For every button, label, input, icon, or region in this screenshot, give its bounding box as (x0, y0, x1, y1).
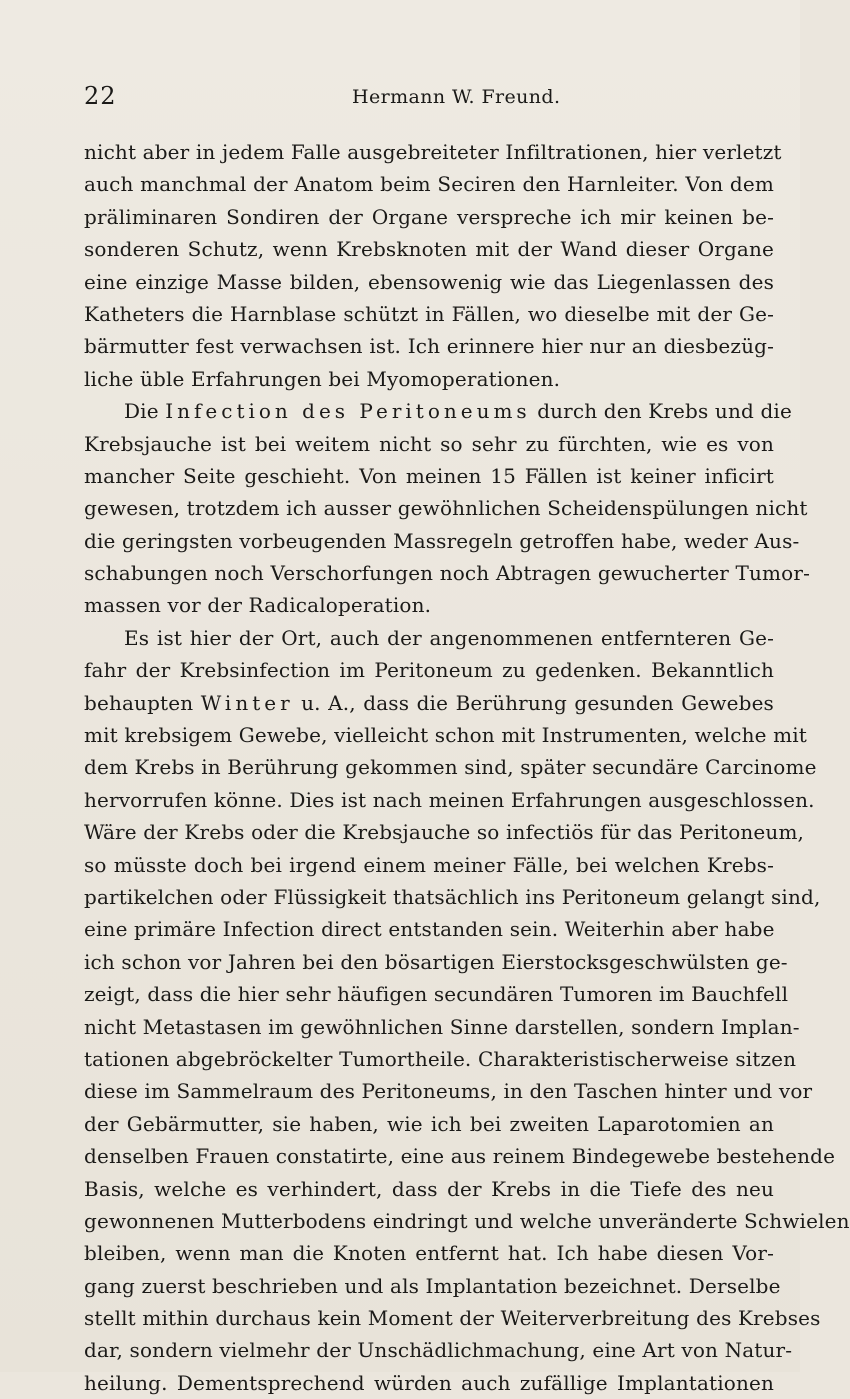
page-number: 22 (84, 82, 117, 110)
text-line: dar, sondern vielmehr der Unschädlichmachung, eine Art von Natur- (84, 1338, 793, 1363)
text-line: partikelchen oder Flüssigkeit thatsächlich ins Peritoneum gelangt sind, (84, 884, 821, 909)
text-line: mit krebsigem Gewebe, vielleicht schon mit Instrumenten, welche mit (84, 723, 807, 748)
emphasized-text: Winter (200, 690, 294, 715)
text-line: denselben Frauen constatirte, eine aus reinem Bindegewebe bestehende (84, 1144, 836, 1169)
text-line: Krebsjauche ist bei weitem nicht so sehr zu fürchten, wie es von (84, 431, 774, 456)
running-head (84, 82, 736, 116)
body-text (84, 136, 850, 1399)
text-line: heilung. Dementsprechend würden auch zufällige Implantationen (84, 1370, 774, 1395)
text-line: eine primäre Infection direct entstanden sein. Weiterhin aber habe (84, 917, 775, 942)
text-line: Es ist hier der Ort, auch der angenommenen entfernteren Ge- (124, 625, 774, 650)
text-line: gang zuerst beschrieben und als Implantation bezeichnet. Derselbe (84, 1273, 781, 1298)
text-line: nicht aber in jedem Falle ausgebreiteter Infiltrationen, hier verletzt (84, 140, 782, 164)
text-line: mancher Seite geschieht. Von meinen 15 Fällen ist keiner inficirt (84, 463, 774, 488)
text-line: Basis, welche es verhindert, dass der Krebs in die Tiefe des neu (84, 1176, 774, 1201)
text-line: schabungen noch Verschorfungen noch Abtragen gewucherter Tumor- (84, 561, 810, 586)
text-line: bärmutter fest verwachsen ist. Ich erinnere hier nur an diesbezüg- (84, 334, 774, 359)
text-line: stellt mithin durchaus kein Moment der Weiterverbreitung des Krebses (84, 1306, 821, 1331)
text-line: hervorrufen könne. Dies ist nach meinen Erfahrungen ausgeschlossen. (84, 787, 815, 812)
text-line: die geringsten vorbeugenden Massregeln getroffen habe, weder Aus- (84, 528, 800, 553)
text-line: zeigt, dass die hier sehr häufigen secundären Tumoren im Bauchfell (84, 982, 789, 1007)
emphasized-text: Infection des Peritoneums (165, 399, 531, 424)
text-line: tationen abgebröckelter Tumortheile. Charakteristischerweise sitzen (84, 1046, 797, 1071)
text-line: nicht Metastasen im gewöhnlichen Sinne darstellen, sondern Implan- (84, 1014, 800, 1039)
running-title: Hermann W. Freund. (352, 86, 561, 108)
text-line: der Gebärmutter, sie haben, wie ich bei zweiten Laparotomien an (84, 1111, 774, 1136)
text-line: Die Infection des Peritoneums durch den Krebs und die (124, 399, 792, 424)
text-line: gewesen, trotzdem ich ausser gewöhnlichen Scheidenspülungen nicht (84, 496, 808, 521)
text-line: bleiben, wenn man die Knoten entfernt hat. Ich habe diesen Vor- (84, 1241, 774, 1266)
text-line: liche üble Erfahrungen bei Myomoperationen. (84, 366, 561, 391)
text-line: Katheters die Harnblase schützt in Fällen, wo dieselbe mit der Ge- (84, 301, 774, 326)
text-line: massen vor der Radicaloperation. (84, 593, 432, 618)
text-line: fahr der Krebsinfection im Peritoneum zu gedenken. Bekanntlich (84, 658, 774, 683)
text-line: Wäre der Krebs oder die Krebsjauche so infectiös für das Peritoneum, (84, 820, 805, 845)
text-line: ich schon vor Jahren bei den bösartigen Eierstocksgeschwülsten ge- (84, 949, 788, 974)
text-line: diese im Sammelraum des Peritoneums, in den Taschen hinter und vor (84, 1079, 813, 1104)
text-line: dem Krebs in Berührung gekommen sind, später secundäre Carcinome (84, 755, 817, 780)
text-line: auch manchmal der Anatom beim Seciren den Harnleiter. Von dem (84, 172, 774, 197)
text-line: präliminaren Sondiren der Organe verspreche ich mir keinen be- (84, 204, 774, 229)
text-line: so müsste doch bei irgend einem meiner Fälle, bei welchen Krebs- (84, 852, 774, 877)
text-line: eine einzige Masse bilden, ebensowenig wie das Liegenlassen des (84, 269, 774, 294)
text-line: sonderen Schutz, wenn Krebsknoten mit der Wand dieser Organe (84, 237, 774, 262)
text-line: behaupten Winter u. A., dass die Berührung gesunden Gewebes (84, 690, 774, 715)
text-line: gewonnenen Mutterbodens eindringt und welche unveränderte Schwielen (84, 1208, 850, 1233)
